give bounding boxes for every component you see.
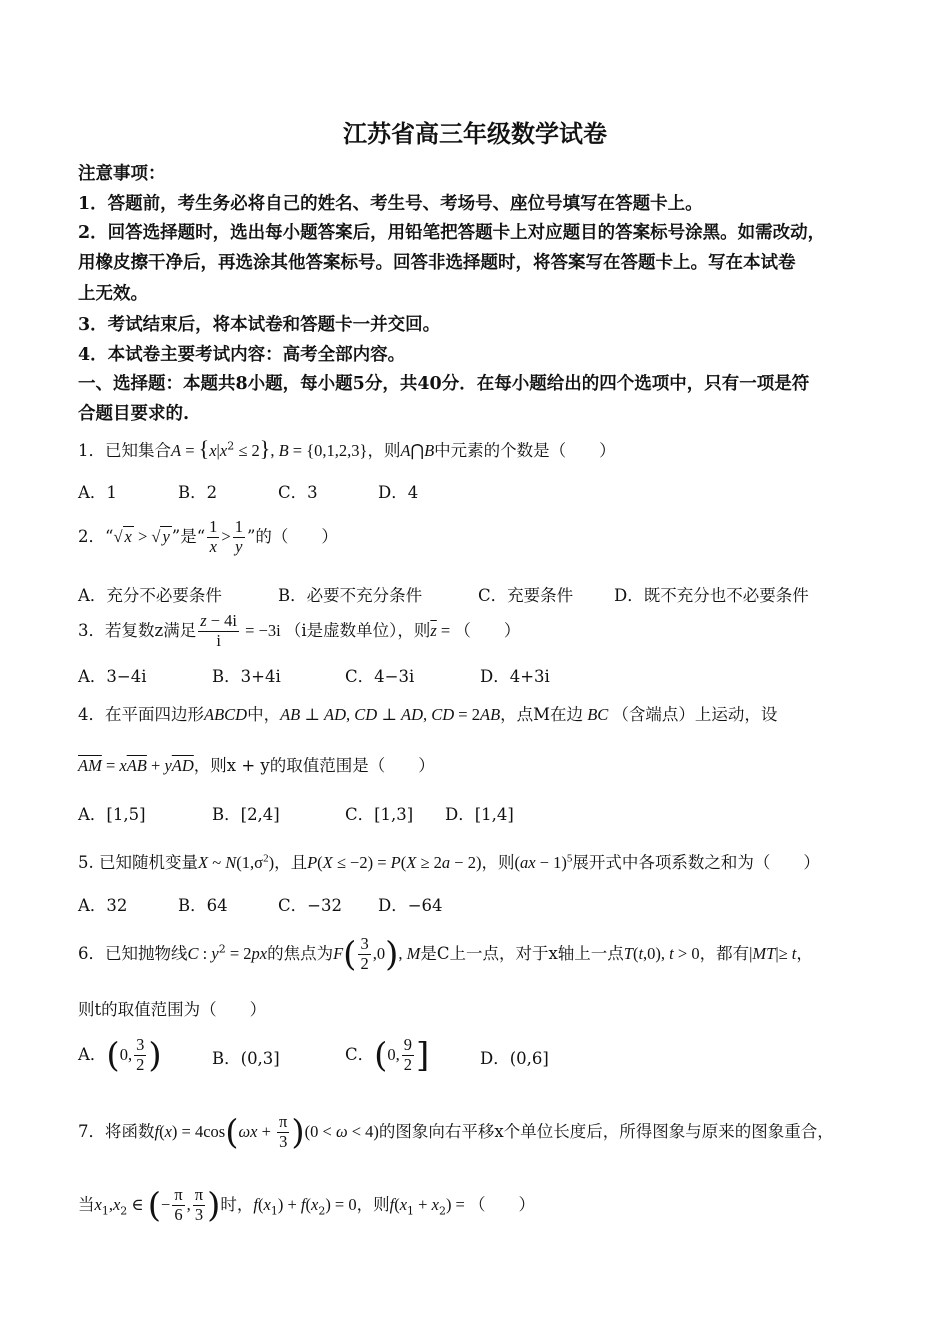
q2-option-a: A．充分不必要条件: [78, 586, 222, 605]
q5-option-b: B．64: [178, 896, 228, 915]
question-4-cont: $\overline{AM} = x\overline{AB} + y\overline{AD}$，则x + y的取值范围是（ ）: [78, 756, 435, 775]
q1-option-d: D．4: [378, 483, 419, 502]
section-heading-cont: 合题目要求的.: [78, 404, 190, 424]
notice-item: 4．本试卷主要考试内容：高考全部内容。: [78, 345, 406, 365]
q2-option-b: B．必要不充分条件: [278, 586, 423, 605]
question-1: 1．已知集合$A = \{x|x^2 \le 2\}$, B = {0,1,2,3}，则A⋂B中元素的个数是（ ）: [78, 436, 616, 461]
page-title: 江苏省高三年级数学试卷: [343, 119, 607, 148]
q5-option-a: A．32: [78, 896, 128, 915]
question-5: 5. 已知随机变量X ~ $N(1,\sigma^2)$，且P(X ≤ −2) = P(X ≥ 2a − 2)，则(ax − 1)$^5$展开式中各项系数之和为（ ）: [78, 852, 820, 872]
question-3: 3．若复数z满足 $\frac{z - 4i}{i}$ = −3i （i是虚数单位），则$\overline{z}$ = （ ）: [78, 611, 521, 650]
q3-option-d: D．4+3i: [480, 667, 550, 686]
q6-option-c: C．(0, $\frac{9}{2}$ ]: [345, 1035, 430, 1076]
q4-option-d: D．[1,4]: [445, 805, 514, 824]
question-7: 7．将函数f(x) = 4cos(ωx + $\frac{\pi}{3}$ )(0 < ω < 4)的图象向右平移x个单位长度后，所得图象与原来的图象重合，: [78, 1112, 834, 1153]
notice-item: 用橡皮擦干净后，再选涂其他答案标号。回答非选择题时，将答案写在答题卡上。写在本试卷: [78, 253, 796, 273]
q4-option-b: B．[2,4]: [212, 805, 280, 824]
q4-option-c: C．[1,3]: [345, 805, 414, 824]
q1-option-c: C．3: [278, 483, 318, 502]
q6-option-a: A．(0, $\frac{3}{2}$ ): [78, 1035, 162, 1076]
q1-option-b: B．2: [178, 483, 218, 502]
question-7-cont: 当$x_1,x_2$ ∈ (− $\frac{\pi}{6}$ , $\frac{\pi}{3}$ )时，$f(x_1) + f(x_2) = 0$，则$f(x_1 + x_2)$ = （ ）: [78, 1185, 535, 1226]
notice-heading: 注意事项：: [78, 164, 166, 184]
q1-option-a: A．1: [78, 483, 117, 502]
notice-item: 1．答题前，考生务必将自己的姓名、考生号、考场号、座位号填写在答题卡上。: [78, 194, 703, 214]
q3-option-c: C．4−3i: [345, 667, 415, 686]
notice-item: 2．回答选择题时，选出每小题答案后，用铅笔把答题卡上对应题目的答案标号涂黑。如需改动，: [78, 223, 826, 243]
q3-option-a: A．3−4i: [78, 667, 147, 686]
question-4: 4．在平面四边形ABCD中，AB ⊥ AD, CD ⊥ AD, CD = 2AB，点M在边 BC （含端点）上运动，设: [78, 705, 778, 724]
q4-option-a: A．[1,5]: [78, 805, 146, 824]
section-heading: 一、选择题：本题共8小题，每小题5分，共40分．在每小题给出的四个选项中，只有一项是符: [78, 374, 810, 394]
notice-item: 3．考试结束后，将本试卷和答题卡一并交回。: [78, 315, 441, 335]
question-2: 2．“√ x > √ y ”是“ $\frac{1}{x}$ > $\frac{1}{y}$ ”的（ ）: [78, 517, 338, 556]
notice-item: 上无效。: [78, 284, 148, 304]
question-6: 6．已知抛物线C : $y^2 = 2px$的焦点为F( $\frac{3}{2}$ ,0), M是C上一点，对于x轴上一点T(t,0), t > 0，都有|MT|≥ t，: [78, 934, 813, 975]
q3-option-b: B．3+4i: [212, 667, 281, 686]
q5-option-d: D．−64: [378, 896, 443, 915]
q2-option-c: C．充要条件: [478, 586, 574, 605]
q2-option-d: D．既不充分也不必要条件: [614, 586, 809, 605]
q6-option-b: B．(0,3]: [212, 1049, 280, 1068]
q5-option-c: C．−32: [278, 896, 342, 915]
q6-option-d: D．(0,6]: [480, 1049, 549, 1068]
question-6-cont: 则t的取值范围为（ ）: [78, 1000, 267, 1019]
